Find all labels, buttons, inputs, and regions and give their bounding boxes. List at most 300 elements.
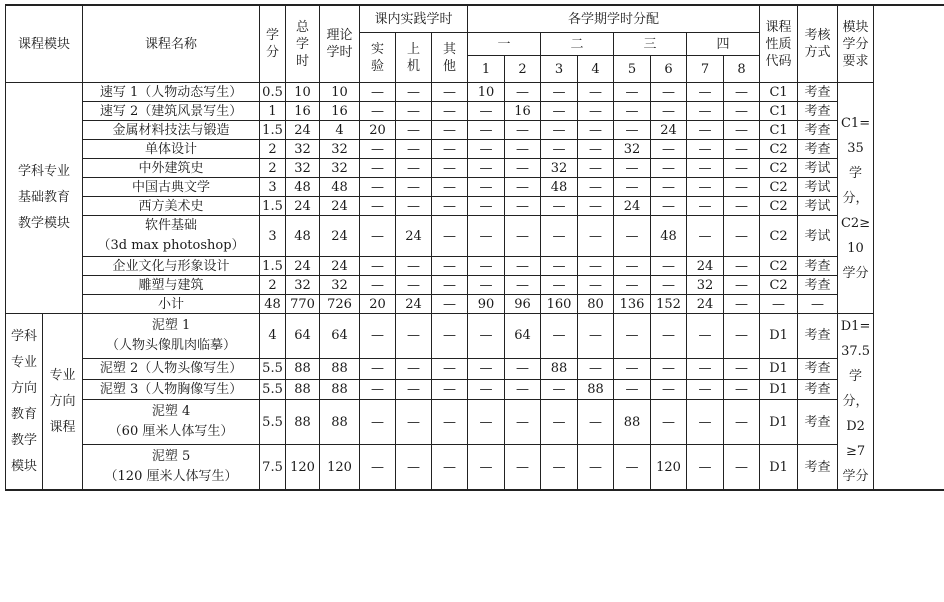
table-cell: — bbox=[360, 276, 396, 295]
course-name-line: 泥塑 4 bbox=[151, 404, 191, 420]
table-cell: 0.5 bbox=[260, 83, 286, 102]
table-cell: 1.5 bbox=[260, 257, 286, 276]
table-cell: 32 bbox=[320, 140, 360, 159]
table-cell: 5.5 bbox=[260, 400, 286, 445]
table-cell: 120 bbox=[320, 445, 360, 490]
table-cell: — bbox=[578, 314, 614, 359]
table-cell: — bbox=[760, 295, 798, 314]
table-cell: — bbox=[360, 197, 396, 216]
table-cell: — bbox=[432, 257, 468, 276]
table-row bbox=[6, 140, 944, 159]
table-row bbox=[6, 400, 944, 445]
table-cell: — bbox=[505, 159, 541, 178]
table-cell: — bbox=[614, 445, 651, 490]
table-cell: 24 bbox=[320, 257, 360, 276]
header-practice-sub-line: 验 bbox=[371, 58, 385, 74]
course-name bbox=[83, 159, 260, 178]
table-cell: 88 bbox=[541, 358, 578, 379]
header-assess bbox=[798, 5, 838, 83]
table-cell: 726 bbox=[320, 295, 360, 314]
table-cell: — bbox=[578, 400, 614, 445]
header-practice: 课内实践学时 bbox=[360, 5, 468, 33]
table-cell: 考查 bbox=[798, 83, 838, 102]
table-cell: 32 bbox=[614, 140, 651, 159]
course-name bbox=[83, 314, 260, 359]
table-cell: — bbox=[396, 159, 432, 178]
table-cell: 88 bbox=[286, 358, 320, 379]
table-cell: — bbox=[396, 400, 432, 445]
table-cell: — bbox=[505, 257, 541, 276]
table-cell: 考查 bbox=[798, 358, 838, 379]
course-name-line: 泥塑 1 bbox=[151, 317, 191, 333]
table-cell: 48 bbox=[320, 178, 360, 197]
credit-requirement-line: 学分 bbox=[842, 265, 869, 281]
table-cell: 16 bbox=[286, 102, 320, 121]
table-cell: 考试 bbox=[798, 178, 838, 197]
table-cell: 32 bbox=[320, 276, 360, 295]
subtotal-label: 小计 bbox=[83, 295, 260, 314]
table-cell: — bbox=[396, 83, 432, 102]
table-cell: — bbox=[578, 121, 614, 140]
table-cell: 3 bbox=[260, 178, 286, 197]
header-total-hours-line: 时 bbox=[296, 53, 310, 69]
table-cell: — bbox=[396, 257, 432, 276]
table-cell: 160 bbox=[541, 295, 578, 314]
header-nature-line: 代码 bbox=[765, 53, 792, 69]
table-cell: 24 bbox=[614, 197, 651, 216]
course-name-line: 泥塑 3（人物胸像写生） bbox=[99, 381, 243, 397]
table-cell: 24 bbox=[687, 257, 724, 276]
credit-requirement-line: D2 ≥7 bbox=[845, 419, 866, 459]
module-label-line: 教育 bbox=[10, 406, 37, 422]
course-name bbox=[83, 83, 260, 102]
header-credit-line: 学 bbox=[266, 28, 280, 43]
header-practice-sub-line: 他 bbox=[443, 58, 457, 74]
table-cell: — bbox=[614, 121, 651, 140]
table-cell: — bbox=[505, 83, 541, 102]
course-name bbox=[83, 216, 260, 257]
table-cell: — bbox=[651, 140, 687, 159]
table-cell: — bbox=[505, 197, 541, 216]
course-name bbox=[83, 400, 260, 445]
table-row bbox=[6, 159, 944, 178]
table-cell: — bbox=[687, 178, 724, 197]
credit-requirement bbox=[838, 314, 874, 491]
table-cell: 考查 bbox=[798, 140, 838, 159]
sub-module-label-line: 专业 bbox=[49, 367, 76, 383]
table-cell: — bbox=[505, 121, 541, 140]
sub-module-label-line: 方向 bbox=[49, 393, 76, 409]
table-cell: — bbox=[687, 216, 724, 257]
table-cell: — bbox=[687, 102, 724, 121]
table-cell: — bbox=[614, 358, 651, 379]
table-cell: 32 bbox=[286, 140, 320, 159]
header-credit-line: 分 bbox=[266, 45, 280, 60]
credit-requirement-line: C1= 35 bbox=[840, 115, 871, 156]
table-cell: — bbox=[541, 121, 578, 140]
table-cell: — bbox=[578, 83, 614, 102]
header-assess-line: 考核 bbox=[804, 28, 831, 43]
course-name-line: 雕塑与建筑 bbox=[138, 277, 204, 293]
header-practice-sub bbox=[396, 33, 432, 83]
table-cell: 20 bbox=[360, 121, 396, 140]
credit-requirement bbox=[838, 83, 874, 314]
table-cell: — bbox=[724, 121, 760, 140]
table-cell: — bbox=[360, 216, 396, 257]
header-year: 二 bbox=[541, 33, 614, 56]
table-cell: — bbox=[541, 400, 578, 445]
course-name bbox=[83, 379, 260, 400]
table-cell: 3 bbox=[260, 216, 286, 257]
table-cell: 136 bbox=[614, 295, 651, 314]
course-name bbox=[83, 121, 260, 140]
table-cell: 2 bbox=[260, 159, 286, 178]
table-cell: D1 bbox=[760, 445, 798, 490]
table-cell: 24 bbox=[396, 295, 432, 314]
table-cell: 770 bbox=[286, 295, 320, 314]
header-practice-sub-line: 上 bbox=[407, 41, 421, 57]
header-row bbox=[6, 5, 944, 33]
table-cell: 2 bbox=[260, 276, 286, 295]
table-cell: — bbox=[396, 102, 432, 121]
table-cell: 5.5 bbox=[260, 358, 286, 379]
table-cell: 考查 bbox=[798, 400, 838, 445]
credit-requirement-line: D1= 37.5 bbox=[840, 319, 871, 359]
table-cell: — bbox=[360, 379, 396, 400]
header-semester: 1 bbox=[468, 56, 505, 83]
header-practice-sub bbox=[360, 33, 396, 83]
table-cell: 48 bbox=[541, 178, 578, 197]
course-name-line: 中外建筑史 bbox=[138, 160, 204, 176]
table-cell: — bbox=[687, 445, 724, 490]
table-cell: — bbox=[578, 197, 614, 216]
module-label-line: 教学模块 bbox=[18, 216, 71, 231]
table-cell: 90 bbox=[468, 295, 505, 314]
table-cell: — bbox=[578, 159, 614, 178]
table-cell: — bbox=[541, 379, 578, 400]
table-cell: — bbox=[724, 257, 760, 276]
table-cell: — bbox=[432, 358, 468, 379]
table-cell: 1.5 bbox=[260, 197, 286, 216]
header-practice-sub bbox=[432, 33, 468, 83]
course-name-line: （3d max photoshop） bbox=[97, 238, 245, 253]
table-cell: 4 bbox=[320, 121, 360, 140]
table-cell: 考试 bbox=[798, 159, 838, 178]
table-cell: — bbox=[541, 445, 578, 490]
table-cell: 考查 bbox=[798, 445, 838, 490]
table-cell: 32 bbox=[286, 276, 320, 295]
course-name-line: 西方美术史 bbox=[138, 198, 204, 214]
table-cell: 88 bbox=[320, 400, 360, 445]
course-name-line: 泥塑 2（人物头像写生） bbox=[99, 361, 243, 377]
header-practice-sub-line: 机 bbox=[407, 58, 421, 74]
table-row bbox=[6, 102, 944, 121]
table-header bbox=[6, 5, 944, 83]
table-cell: — bbox=[505, 140, 541, 159]
table-cell: — bbox=[541, 314, 578, 359]
table-cell: C2 bbox=[760, 178, 798, 197]
header-req-line: 要求 bbox=[842, 53, 869, 69]
table-cell: — bbox=[360, 140, 396, 159]
header-semester-title: 各学期学时分配 bbox=[468, 5, 760, 33]
header-semester: 6 bbox=[651, 56, 687, 83]
table-cell: — bbox=[724, 358, 760, 379]
table-cell: — bbox=[360, 178, 396, 197]
table-cell: — bbox=[541, 216, 578, 257]
table-cell: — bbox=[614, 102, 651, 121]
table-cell: 考查 bbox=[798, 379, 838, 400]
header-semester: 8 bbox=[724, 56, 760, 83]
table-cell: — bbox=[687, 140, 724, 159]
table-cell: C2 bbox=[760, 197, 798, 216]
credit-requirement-line: 学分 bbox=[842, 469, 869, 484]
table-cell: — bbox=[651, 379, 687, 400]
table-cell: — bbox=[578, 445, 614, 490]
module-label-line: 学科 bbox=[10, 328, 37, 344]
table-cell: — bbox=[724, 216, 760, 257]
table-cell: — bbox=[468, 140, 505, 159]
header-year: 三 bbox=[614, 33, 687, 56]
table-cell: D1 bbox=[760, 314, 798, 359]
table-cell: — bbox=[651, 83, 687, 102]
table-cell: — bbox=[724, 140, 760, 159]
table-cell: — bbox=[614, 83, 651, 102]
table-cell: — bbox=[651, 159, 687, 178]
table-cell: C2 bbox=[760, 140, 798, 159]
table-cell: — bbox=[687, 197, 724, 216]
table-cell: 32 bbox=[286, 159, 320, 178]
header-credit bbox=[260, 5, 286, 83]
table-cell: — bbox=[360, 159, 396, 178]
table-cell: — bbox=[541, 197, 578, 216]
table-cell: — bbox=[468, 178, 505, 197]
header-theory-hours-line: 学时 bbox=[326, 45, 353, 60]
table-cell: — bbox=[687, 159, 724, 178]
header-year: 一 bbox=[468, 33, 541, 56]
course-name-line: 金属材料技法与锻造 bbox=[112, 122, 230, 138]
table-cell: — bbox=[687, 358, 724, 379]
table-cell: — bbox=[432, 314, 468, 359]
table-cell: 24 bbox=[320, 216, 360, 257]
header-total-hours-line: 学 bbox=[296, 36, 310, 52]
table-cell: C1 bbox=[760, 121, 798, 140]
table-row bbox=[6, 216, 944, 257]
header-practice-sub-line: 实 bbox=[371, 41, 385, 57]
course-name-line: 单体设计 bbox=[145, 141, 198, 157]
course-name-line: 速写 1（人物动态写生） bbox=[99, 84, 243, 100]
table-cell: — bbox=[432, 140, 468, 159]
table-cell: 1 bbox=[260, 102, 286, 121]
table-cell: — bbox=[541, 83, 578, 102]
table-cell: — bbox=[651, 102, 687, 121]
table-cell: — bbox=[578, 358, 614, 379]
table-cell: — bbox=[798, 295, 838, 314]
table-cell: — bbox=[396, 178, 432, 197]
module-label-line: 模块 bbox=[10, 458, 37, 474]
table-cell: — bbox=[578, 257, 614, 276]
table-cell: 88 bbox=[578, 379, 614, 400]
table-cell: — bbox=[614, 216, 651, 257]
table-cell: 32 bbox=[320, 159, 360, 178]
table-cell: — bbox=[432, 159, 468, 178]
table-cell: — bbox=[468, 216, 505, 257]
table-cell: 5.5 bbox=[260, 379, 286, 400]
table-cell: — bbox=[614, 257, 651, 276]
table-cell: D1 bbox=[760, 400, 798, 445]
table-cell: 88 bbox=[320, 358, 360, 379]
header-semester: 7 bbox=[687, 56, 724, 83]
table-cell: 24 bbox=[396, 216, 432, 257]
table-cell: — bbox=[578, 216, 614, 257]
table-cell: — bbox=[505, 400, 541, 445]
table-cell: 1.5 bbox=[260, 121, 286, 140]
table-cell: — bbox=[505, 178, 541, 197]
table-cell: — bbox=[687, 83, 724, 102]
course-name bbox=[83, 197, 260, 216]
table-cell: — bbox=[360, 400, 396, 445]
table-cell: — bbox=[468, 159, 505, 178]
table-cell: — bbox=[505, 379, 541, 400]
course-name-line: （60 厘米人体写生） bbox=[108, 424, 234, 440]
table-body bbox=[6, 83, 944, 491]
course-name-line: （人物头像肌肉临摹） bbox=[106, 337, 237, 353]
course-name bbox=[83, 178, 260, 197]
header-nature bbox=[760, 5, 798, 83]
course-name bbox=[83, 102, 260, 121]
table-cell: — bbox=[724, 102, 760, 121]
table-cell: 24 bbox=[286, 197, 320, 216]
table-cell: 120 bbox=[651, 445, 687, 490]
table-cell: 96 bbox=[505, 295, 541, 314]
table-cell: 2 bbox=[260, 140, 286, 159]
course-name-line: （120 厘米人体写生） bbox=[104, 469, 238, 485]
table-cell: — bbox=[468, 400, 505, 445]
table-cell: C2 bbox=[760, 276, 798, 295]
table-cell: — bbox=[724, 178, 760, 197]
table-cell: 10 bbox=[468, 83, 505, 102]
table-row bbox=[6, 257, 944, 276]
table-cell: 88 bbox=[286, 379, 320, 400]
credit-requirement-line: C2≥ 10 bbox=[840, 215, 871, 256]
table-cell: — bbox=[578, 102, 614, 121]
table-cell: 考试 bbox=[798, 197, 838, 216]
table-cell: — bbox=[396, 140, 432, 159]
table-cell: — bbox=[724, 295, 760, 314]
table-cell: — bbox=[541, 257, 578, 276]
table-cell: — bbox=[432, 121, 468, 140]
header-total-hours-line: 总 bbox=[296, 19, 310, 35]
table-cell: — bbox=[724, 159, 760, 178]
table-cell: — bbox=[396, 358, 432, 379]
table-cell: — bbox=[724, 314, 760, 359]
table-cell: — bbox=[614, 314, 651, 359]
table-cell: — bbox=[541, 102, 578, 121]
table-cell: — bbox=[360, 445, 396, 490]
header-req bbox=[838, 5, 874, 83]
table-cell: 4 bbox=[260, 314, 286, 359]
table-cell: — bbox=[432, 295, 468, 314]
table-cell: — bbox=[468, 379, 505, 400]
curriculum-table-wrapper bbox=[5, 4, 935, 491]
subtotal-row bbox=[6, 295, 944, 314]
table-cell: D1 bbox=[760, 358, 798, 379]
table-cell: — bbox=[432, 445, 468, 490]
table-cell: 48 bbox=[651, 216, 687, 257]
module-label bbox=[6, 83, 83, 314]
course-name bbox=[83, 257, 260, 276]
table-cell: C2 bbox=[760, 216, 798, 257]
sub-module-label bbox=[43, 314, 83, 491]
course-name bbox=[83, 140, 260, 159]
table-cell: — bbox=[432, 178, 468, 197]
table-cell: 32 bbox=[541, 159, 578, 178]
course-name-line: 软件基础 bbox=[145, 218, 198, 233]
table-cell: — bbox=[432, 400, 468, 445]
table-cell: 64 bbox=[286, 314, 320, 359]
table-cell: — bbox=[541, 140, 578, 159]
table-cell: C2 bbox=[760, 257, 798, 276]
table-cell: 10 bbox=[320, 83, 360, 102]
table-cell: — bbox=[578, 140, 614, 159]
table-cell: — bbox=[468, 121, 505, 140]
table-cell: — bbox=[651, 276, 687, 295]
table-cell: — bbox=[468, 445, 505, 490]
table-cell: — bbox=[651, 400, 687, 445]
table-cell: 24 bbox=[286, 257, 320, 276]
module-label-line: 学科专业 bbox=[18, 164, 71, 179]
header-theory-hours-line: 理论 bbox=[326, 28, 353, 43]
course-name bbox=[83, 276, 260, 295]
module-label-line: 基础教育 bbox=[18, 190, 71, 205]
course-name bbox=[83, 358, 260, 379]
table-cell: 88 bbox=[320, 379, 360, 400]
table-cell: — bbox=[468, 358, 505, 379]
table-cell: — bbox=[651, 178, 687, 197]
table-cell: — bbox=[432, 102, 468, 121]
header-assess-line: 方式 bbox=[804, 45, 831, 60]
header-course-name: 课程名称 bbox=[83, 5, 260, 83]
table-cell: 考查 bbox=[798, 276, 838, 295]
table-cell: 80 bbox=[578, 295, 614, 314]
header-req-line: 学分 bbox=[842, 36, 869, 52]
table-cell: 24 bbox=[286, 121, 320, 140]
table-cell: 考试 bbox=[798, 216, 838, 257]
table-row bbox=[6, 379, 944, 400]
table-cell: — bbox=[724, 83, 760, 102]
table-cell: — bbox=[396, 314, 432, 359]
header-theory-hours bbox=[320, 5, 360, 83]
header-module: 课程模块 bbox=[6, 5, 83, 83]
table-cell: 考查 bbox=[798, 102, 838, 121]
table-row bbox=[6, 197, 944, 216]
table-cell: C2 bbox=[760, 159, 798, 178]
course-name-line: 泥塑 5 bbox=[151, 449, 191, 465]
header-practice-sub-line: 其 bbox=[443, 41, 457, 57]
table-cell: — bbox=[432, 197, 468, 216]
table-cell: — bbox=[468, 314, 505, 359]
table-cell: D1 bbox=[760, 379, 798, 400]
table-cell: — bbox=[396, 445, 432, 490]
table-cell: — bbox=[396, 121, 432, 140]
table-cell: 32 bbox=[687, 276, 724, 295]
table-row bbox=[6, 358, 944, 379]
header-total-hours bbox=[286, 5, 320, 83]
table-cell: — bbox=[578, 276, 614, 295]
table-row bbox=[6, 121, 944, 140]
table-cell: 48 bbox=[286, 178, 320, 197]
table-cell: 考查 bbox=[798, 314, 838, 359]
table-cell: 88 bbox=[614, 400, 651, 445]
